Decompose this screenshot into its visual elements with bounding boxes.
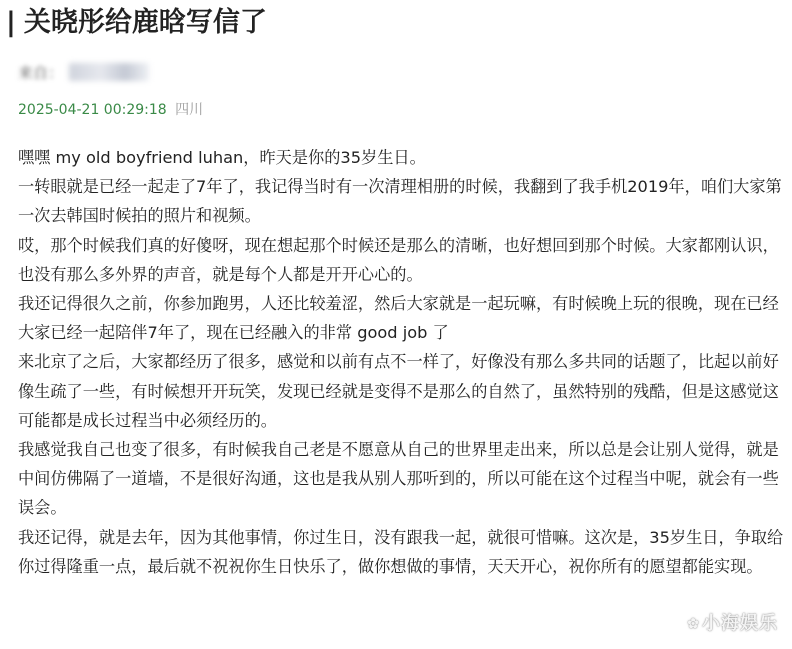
- publish-location: 四川: [175, 102, 204, 118]
- paragraph: 我还记得，就是去年，因为其他事情，你过生日，没有跟我一起，就很可惜嘛。这次是，35岁生日，争取给你过得隆重一点，最后就不祝祝你生日快乐了，做你想做的事情，天天开心，祝你所有的愿望都能实现。: [18, 527, 784, 576]
- publish-datetime: 2025-04-21 00:29:18: [18, 102, 167, 118]
- paragraph: 来北京了之后，大家都经历了很多，感觉和以前有点不一样了，好像没有那么多共同的话题了，比起以前好像生疏了一些，有时候想开开玩笑，发现已经就是变得不是那么的自然了，虽然特别的残酷，但是这感觉这可能都是成长过程当中必须经历的。: [18, 352, 779, 430]
- source-label: 来自：: [18, 63, 64, 82]
- paragraph: 我还记得很久之前，你参加跑男，人还比较羞涩，然后大家就是一起玩嘛，有时候晚上玩的很晚，现在已经大家已经一起陪伴7年了，现在已经融入的非常 good job 了: [18, 294, 779, 343]
- paragraph: 嘿嘿 my old boyfriend luhan，昨天是你的35岁生日。: [18, 148, 426, 167]
- paragraph: 一转眼就是已经一起走了7年了，我记得当时有一次清理相册的时候，我翻到了我手机2019年，咱们大家第一次去韩国时候拍的照片和视频。: [18, 177, 782, 226]
- article-body: [18, 143, 784, 581]
- publish-meta: [18, 99, 203, 119]
- source-name-blurred: [69, 63, 149, 81]
- paragraph: 我感觉我自己也变了很多，有时候我自己老是不愿意从自己的世界里走出来，所以总是会让别人觉得，就是中间仿佛隔了一道墙，不是很好沟通，这也是我从别人那听到的，所以可能在这个过程当中呢，就会有一些误会。: [18, 440, 779, 518]
- watermark-text: 小海娱乐: [702, 613, 778, 634]
- watermark: [687, 609, 778, 635]
- paragraph: 哎，那个时候我们真的好傻呀，现在想起那个时候还是那么的清晰，也好想回到那个时候。大家都刚认识，也没有那么多外界的声音，就是每个人都是开开心心的。: [18, 235, 779, 284]
- title-bar-marker: |: [6, 7, 16, 38]
- article-header: [6, 6, 786, 40]
- flower-icon: ✿: [687, 616, 700, 632]
- article-title: 关晓彤给鹿晗写信了: [23, 7, 267, 38]
- source-line: [18, 60, 149, 84]
